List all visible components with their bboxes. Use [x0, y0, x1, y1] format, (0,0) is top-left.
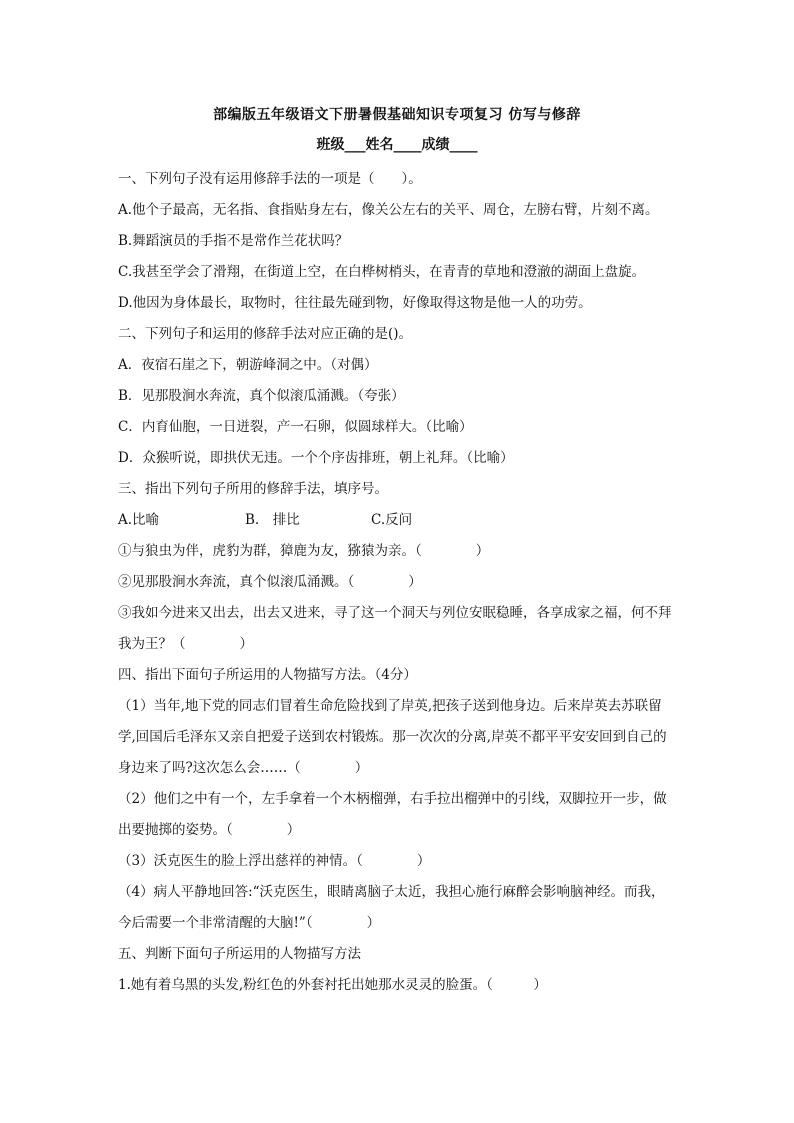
section-3-choices	[118, 505, 678, 536]
choice-c: C.反问	[371, 512, 413, 528]
section-1-option-b: B.舞蹈演员的手指不是常作兰花状吗？	[118, 233, 349, 249]
section-2-heading: 二、下列句子和运用的修辞手法对应正确的是()。	[118, 326, 413, 342]
section-1-heading: 一、下列句子没有运用修辞手法的一项是（ ）。	[118, 171, 422, 187]
document-title: 部编版五年级语文下册暑假基础知识专项复习 仿写与修辞	[213, 107, 581, 123]
section-2-option-a: A．夜宿石崖之下，朝游峰洞之中。（对偶）	[118, 357, 378, 373]
section-2-option-c: C．内育仙胞，一日迸裂，产一石卵，似圆球样大。（比喻）	[118, 419, 473, 435]
choice-b: B. 排比	[245, 512, 300, 528]
section-4-item-1: （1）当年,地下党的同志们冒着生命危险找到了岸英,把孩子送到他身边。后来岸英去苏联留学,回国后毛泽东又亲自把爱子送到农村锻炼。那一次次的分离,岸英不都平平安安回到自己的身边来了吗?这次怎么会……（ ）	[118, 698, 667, 776]
section-5-item-1: 1.她有着乌黑的头发,粉红色的外套衬托出她那水灵灵的脸蛋。（ ）	[118, 977, 547, 993]
section-2-option-b: B．见那股涧水奔流，真个似滚瓜涌溅。（夸张）	[118, 388, 405, 404]
section-4-item-3: （3）沃克医生的脸上浮出慈祥的神情。（ ）	[118, 853, 431, 869]
section-5-heading: 五、判断下面句子所运用的人物描写方法	[118, 946, 361, 962]
section-4-item-4: （4）病人平静地回答:“沃克医生，眼睛离脑子太近，我担心施行麻醉会影响脑神经。而我，今后需要一个非常清醒的大脑!”（ ）	[118, 884, 665, 931]
section-1-option-c: C.我甚至学会了滑翔，在街道上空，在白桦树梢头，在青青的草地和澄澈的湖面上盘旋。	[118, 264, 646, 280]
document-content	[118, 164, 678, 1001]
section-1-option-d: D.他因为身体最长，取物时，往往最先碰到物，好像取得这物是他一人的功劳。	[118, 295, 592, 311]
section-3-item-2: ②见那股涧水奔流，真个似滚瓜涌溅。（ ）	[118, 574, 422, 590]
section-3-heading: 三、指出下列句子所用的修辞手法，填序号。	[118, 481, 388, 497]
section-3-item-1: ①与狼虫为伴，虎豹为群，獐鹿为友，猕猿为亲。（ ）	[118, 543, 490, 559]
section-1-option-a: A.他个子最高，无名指、食指贴身左右，像关公左右的关平、周仓，左膀右臂，片刻不离。	[118, 202, 659, 218]
section-2-option-d: D．众猴听说，即拱伏无违。一个个序齿排班，朝上礼拜。（比喻）	[118, 450, 514, 466]
section-3-item-3: ③我如今进来又出去，出去又进来，寻了这一个洞天与列位安眠稳睡，各享成家之福，何不拜我为王？（ ）	[118, 605, 672, 652]
section-4-item-2: （2）他们之中有一个，左手拿着一个木柄榴弹，右手拉出榴弹中的引线，双脚拉开一步，做出要抛掷的姿势。（ ）	[118, 791, 667, 838]
choice-a: A.比喻	[118, 512, 160, 528]
student-info-line: 班级___姓名____成绩____	[316, 137, 478, 153]
section-4-heading: 四、指出下面句子所运用的人物描写方法。（4分）	[118, 667, 417, 683]
